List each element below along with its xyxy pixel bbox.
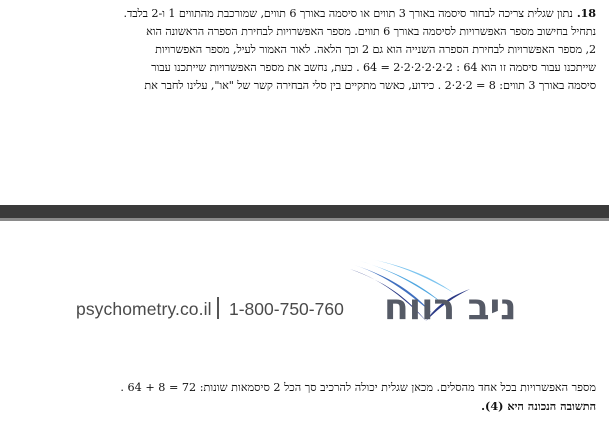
question-line-1: 18.נתון שגלית צריכה לבחור סיסמה באורך 3 תווים או סיסמה באורך 6 תווים, שמורכבת מהתווים 1 ו-2 בלבד. [123,6,596,20]
page-divider [0,205,609,218]
question-line-2: נתחיל בחישוב מספר האפשרויות לסיסמה באורך 6 תווים. מספר האפשרויות לבחירת הספרה הראשונה הוא [146,25,596,38]
question-number: 18. [576,6,596,20]
website-link[interactable]: psychometry.co.il [76,299,212,319]
continuation-line-1: מספר האפשרויות בכל אחד מהסלים. מכאן שגלית יכולה להרכיב סך הכל 2 סיסמאות שונות: 72 = 8 + 64 . [120,381,596,394]
brand-footer [0,255,609,350]
question-line-3: 2, מספר האפשרויות לבחירת הספרה השנייה הוא גם 2 וכך הלאה. לאור האמור לעיל, מספר האפשרויות [155,43,596,56]
phone-number: 1-800-750-760 [229,299,344,319]
logo-text: ניב רווח [384,287,517,328]
correct-answer: התשובה הנכונה היא (4). [481,399,596,413]
page-divider-shadow [0,218,609,221]
question-line-5: סיסמה באורך 3 תווים: 8 = 2·2·2 . כידוע, כאשר מתקיים בין סלי הבחירה קשר של "או", עלינו לחבר את [144,79,596,92]
brand-separator [217,297,219,319]
question-text-block [8,4,596,95]
continuation-text-block [8,379,596,415]
question-line-4: שייתכנו עבור סיסמה זו הוא 64 : 2·2·2·2·2·2 = 64 . כעת, נחשב את מספר האפשרויות שייתכנו עבור [151,61,596,74]
